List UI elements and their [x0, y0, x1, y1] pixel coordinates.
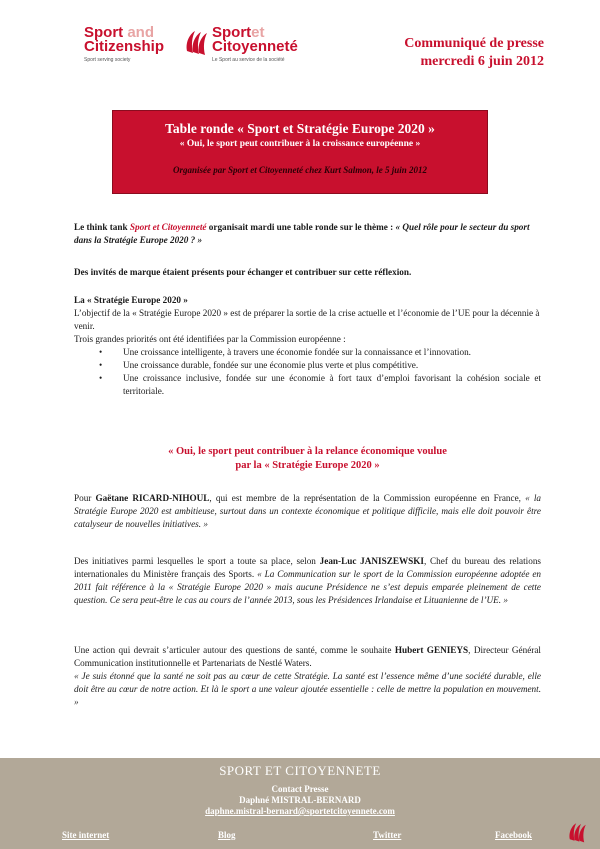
facebook-link[interactable]: Facebook: [495, 830, 532, 840]
priorities-list: [74, 346, 541, 398]
ricard-paragraph: Pour Gaëtane RICARD-NIHOUL, qui est membre de la représentation de la Commission européenne en France, « la Stratégie Europe 2020 est ambitieuse, surtout dans un contexte économique et politique difficile, mais elle doit pouvoir être catalyseur de nouvelles initiatives. »: [74, 493, 542, 529]
press-contact: Contact Presse Daphné MISTRAL-BERNARD daphne.mistral-bernard@sportetcitoyennete.com: [0, 784, 600, 817]
footer: [0, 758, 600, 849]
organised-by: Organisée par Sport et Citoyenneté chez Kurt Salmon, le 5 juin 2012: [172, 165, 428, 175]
list-item: • Une croissance inclusive, fondée sur une économie à fort taux d’emploi favorisant la cohésion sociale et territoriale.: [99, 373, 541, 396]
title-box: [112, 110, 488, 194]
bullet: •: [99, 360, 103, 370]
speaker-name: Hubert GENIEYS: [394, 645, 469, 655]
blog-link[interactable]: Blog: [218, 830, 236, 840]
list-item: • Une croissance intelligente, à travers une économie fondée sur la connaissance et l’innovation.: [99, 347, 471, 357]
press-date: mercredi 6 juin 2012: [420, 54, 544, 69]
document-subtitle: « Oui, le sport peut contribuer à la croissance européenne »: [179, 139, 421, 149]
strategy-priorities-intro: Trois grandes priorités ont été identifiées par la Commission européenne :: [74, 334, 346, 344]
speaker-quote: « La Communication sur le sport de la Commission européenne adoptée en 2011 fait référence à la « Stratégie Europe 2020 » mais aucune Présidence ne s’est depuis emparée pleinement de cette question. Ce sera peut-être le cas au cours de l’année 2013, sous les Présidences Irlandaise et Lituanienne de l’UE. »: [74, 569, 542, 605]
logo: [84, 26, 320, 70]
press-label: Communiqué de presse: [404, 36, 544, 51]
intro-paragraph: Le think tank Sport et Citoyenneté organisait mardi une table ronde sur le thème : « Quel rôle pour le secteur du sport dans la Stratégie Europe 2020 ? »: [74, 222, 530, 245]
speaker-quote: « la Stratégie Europe 2020 est ambitieuse, surtout dans un contexte économique et politique difficile, mais elle doit pouvoir être catalyseur de nouvelles initiatives. »: [74, 493, 542, 529]
site-internet-link[interactable]: Site internet: [62, 830, 110, 840]
speaker-name: Jean-Luc JANISZEWSKI: [319, 556, 424, 566]
genieys-paragraph: Une action qui devrait s’articuler autour des questions de santé, comme le souhaite Hubert GENIEYS, Directeur Général Communication institutionnelle et Partenariats de Nestlé Waters. « Je suis étonné que la santé ne soit pas au cœur de cette Stratégie. La santé est l’essence même d’une société durable, elle doit être au cœur de notre action. Et là le sport a une valeur ajoutée essentielle : celle de mettre la population en mouvement. »: [74, 645, 541, 707]
logo-swirl-icon: [183, 27, 209, 57]
guests-paragraph: Des invités de marque étaient présents pour échanger et contribuer sur cette réflexion.: [74, 267, 412, 277]
logo-swirl-icon: [565, 820, 589, 844]
strategy-section: [74, 294, 541, 398]
logo-sport-and-citizenship: Sport and Citizenship Sport serving society: [84, 24, 165, 63]
document-title: Table ronde « Sport et Stratégie Europe 2020 »: [165, 121, 435, 136]
speaker-quote: « Je suis étonné que la santé ne soit pas au cœur de cette Stratégie. La santé est l’essence même d’une société durable, elle doit être au cœur de notre action. Et là le sport a une valeur ajoutée essentielle : celle de mettre la population en mouvement. »: [74, 671, 541, 707]
footer-title: SPORT ET CITOYENNETE: [219, 763, 381, 778]
press-release-header: [404, 35, 544, 71]
speaker-name: Gaëtane RICARD-NIHOUL: [95, 493, 210, 503]
strategy-objective: L’objectif de la « Stratégie Europe 2020 » est de préparer la sortie de la crise actuelle et l’économie de l’UE pour la décennie à venir.: [74, 308, 540, 331]
contact-email-link[interactable]: daphne.mistral-bernard@sportetcitoyennete.com: [205, 806, 395, 816]
bullet: •: [99, 347, 103, 357]
strategy-heading: La « Stratégie Europe 2020 »: [74, 295, 188, 305]
think-tank-name: Sport et Citoyenneté: [129, 222, 207, 232]
logo-sport-et-citoyennete: Sportet Citoyenneté Le Sport au service de la société: [212, 24, 298, 63]
twitter-link[interactable]: Twitter: [373, 830, 402, 840]
footer-links: [0, 830, 600, 844]
list-item: • Une croissance durable, fondée sur une économie plus verte et plus compétitive.: [99, 360, 419, 370]
section-heading: « Oui, le sport peut contribuer à la relance économique voulue par la « Stratégie Europe 2020 »: [168, 446, 447, 471]
bullet: •: [99, 373, 103, 383]
intro-question: « Quel rôle pour le secteur du sport dans la Stratégie Europe 2020 ? »: [74, 222, 530, 245]
janiszewski-paragraph: Des initiatives parmi lesquelles le sport a toute sa place, selon Jean-Luc JANISZEWSKI, Chef du bureau des relations internationales du Ministère français des Sports. « La Communication sur le sport de la Commission européenne adoptée en 2011 fait référence à la « Stratégie Europe 2020 » mais aucune Présidence ne s’est depuis emparée pleinement de cette question. Ce sera peut-être le cas au cours de l’année 2013, sous les Présidences Irlandaise et Lituanienne de l’UE. »: [74, 556, 542, 605]
